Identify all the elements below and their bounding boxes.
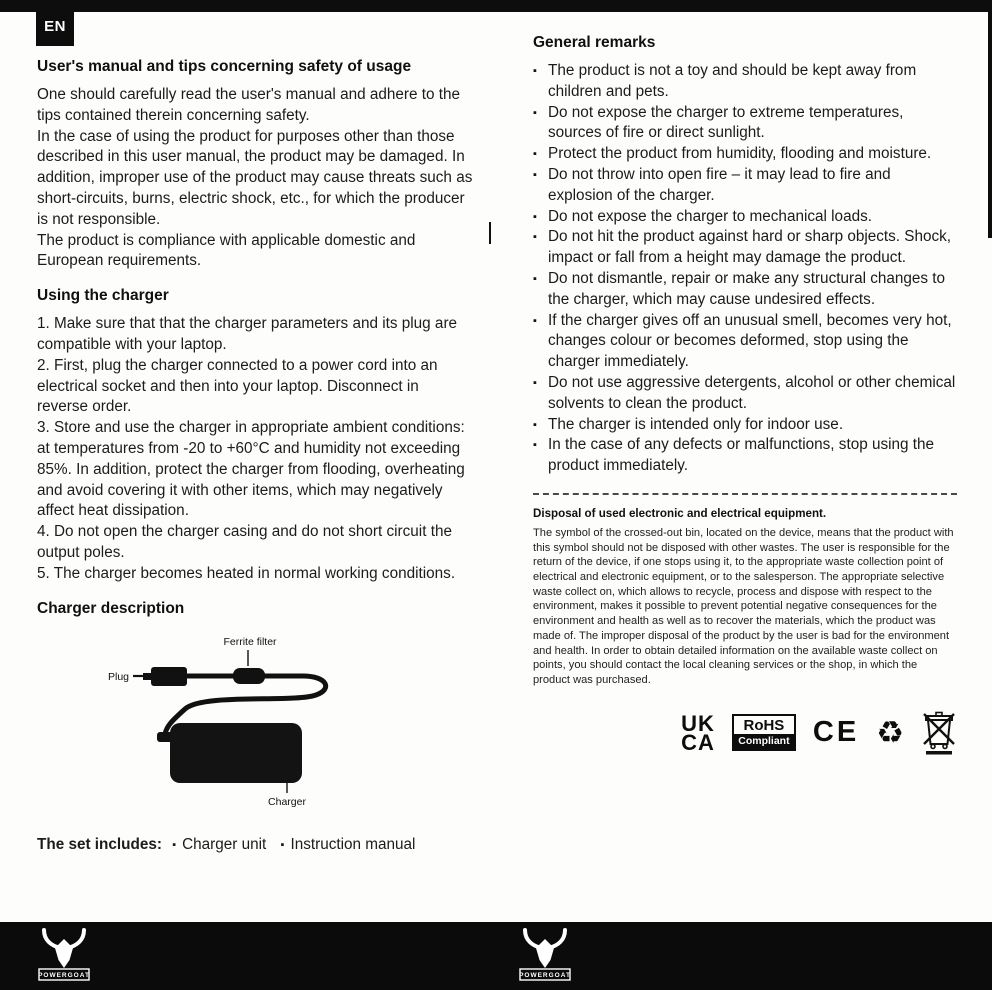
rohs-label: RoHS [743,717,785,735]
powergoat-wordmark: POWERGOAT [519,972,571,979]
remark-item: ▪ Do not use aggressive detergents, alcohol or other chemical solvents to clean the product. [533,373,957,415]
remark-item: ▪ If the charger gives off an unusual smell, becomes very hot, changes colour or becomes deformed, stop using the charger immediately. [533,311,957,373]
dashed-divider [533,493,957,495]
charger-brick-icon [170,723,302,783]
ferrite-filter-label: Ferrite filter [223,635,277,648]
usage-step: 5. The charger becomes heated in normal working conditions. [37,564,456,582]
safety-paragraph: In the case of using the product for purposes other than those described in this user manual, the product may be damaged. In addition, improper use of the product may cause threats such as short-circuits, burns, electric shock, etc., for which the producer is not responsible. [37,127,473,228]
top-border-bar [0,0,992,12]
charger-diagram [95,631,375,809]
powergoat-logo [36,927,92,985]
powergoat-logo [517,927,573,985]
left-column [37,58,473,854]
remark-item: ▪ Do not dismantle, repair or make any structural changes to the charger, which may cause undesired effects. [533,269,957,311]
usage-step: 2. First, plug the charger connected to a power cord into an electrical socket and then into your laptop. Disconnect in reverse order. [37,356,438,416]
ukca-line-ca: CA [681,729,715,755]
ce-mark: CE [812,716,860,749]
plug-body-icon [151,667,187,686]
remark-item: ▪ Protect the product from humidity, flooding and moisture. [533,144,957,165]
rohs-mark [732,714,796,751]
footer-bar [0,922,992,990]
set-includes-label: The set includes: [37,835,162,853]
compliance-marks-row [533,710,957,756]
safety-paragraph: The product is compliance with applicable domestic and European requirements. [37,231,416,270]
usage-step: 3. Store and use the charger in appropriate ambient conditions: at temperatures from -20 to +60°C and humidity not exceeding 85%. In addition, protect the charger from flooding, overheating and avoid covering it with other items, which may negatively affect heat dissipation. [37,419,465,520]
right-column [533,34,957,756]
fold-mark [489,222,491,244]
usage-step: 4. Do not open the charger casing and do not short circuit the output poles. [37,523,452,561]
usage-steps [37,314,473,584]
remark-item: ▪ In the case of any defects or malfunctions, stop using the product immediately. [533,435,957,477]
plug-pin-icon [143,673,151,680]
disposal-text: The symbol of the crossed-out bin, located on the device, means that the product with this symbol should not be disposed with other wastes. The user is responsible for the return of the device, if one stops using it, to the appropriate waste collection point of electrical and electronic equipment, or to the salesperson. The appropriate selective waste collect on, which allows to recycle, process and dispose with respect to the environment, makes it possible to prevent potential negative consequences for the environment and health as well as to recover the materials, which the product was made of. The improper disposal of the product by the user is bad for the environment and health. In order to obtain detailed information on the available waste collect on points, you should contact the local cleaning services or the shop, in which the product was purchased. [533,526,954,686]
remark-item: ▪ Do not expose the charger to mechanical loads. [533,207,957,228]
ferrite-filter-icon [233,668,265,684]
general-remarks-list [533,61,957,477]
powergoat-wordmark: POWERGOAT [38,972,90,979]
remark-item: ▪ Do not throw into open fire – it may lead to fire and explosion of the charger. [533,165,957,207]
ukca-line-uk: UK [681,710,715,736]
section-title-remarks: General remarks [533,34,656,51]
language-badge [36,6,74,46]
set-includes-line [37,836,473,854]
disposal-title: Disposal of used electronic and electrical equipment. [533,506,827,520]
remark-item: ▪ Do not hit the product against hard or sharp objects. Shock, impact or fall from a height may damage the product. [533,227,957,269]
remark-item: ▪ The charger is intended only for indoor use. [533,415,957,436]
remark-item: ▪ The product is not a toy and should be kept away from children and pets. [533,61,957,103]
usage-step: 1. Make sure that that the charger parameters and its plug are compatible with your laptop. [37,315,458,353]
set-includes-item: ▪ Charger unit [172,836,266,853]
right-edge-bar [988,0,992,238]
language-badge-label: EN [44,17,66,35]
section-title-safety: User's manual and tips concerning safety of usage [37,58,412,75]
section-title-using: Using the charger [37,287,169,305]
ukca-mark [681,710,715,755]
recycle-icon: ♻ [876,715,904,751]
section-title-description: Charger description [37,599,185,617]
charger-label: Charger [268,795,306,808]
plug-label: Plug [108,670,130,683]
set-includes-item: ▪ Instruction manual [281,836,416,853]
rohs-compliant-label: Compliant [734,734,794,749]
remark-item: ▪ Do not expose the charger to extreme temperatures, sources of fire or direct sunlight. [533,103,957,145]
safety-paragraph: One should carefully read the user's manual and adhere to the tips contained therein concerning safety. [37,86,461,124]
weee-crossed-bin-icon [921,710,957,756]
